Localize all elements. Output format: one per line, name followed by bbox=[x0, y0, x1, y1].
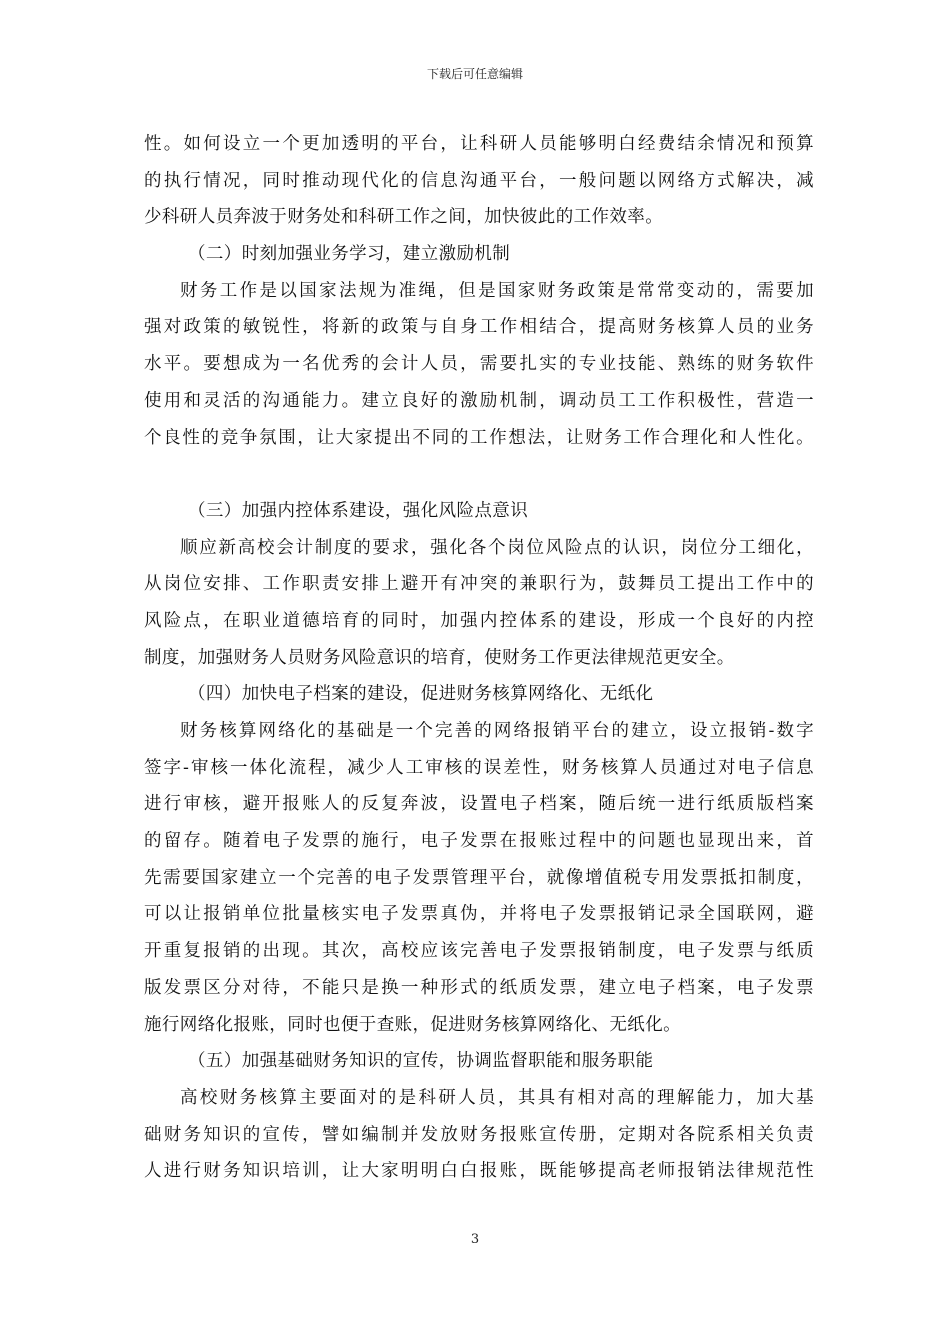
body-line: 顺应新高校会计制度的要求，强化各个岗位风险点的认识，岗位分工细化， bbox=[180, 537, 814, 558]
body-line: 财务工作是以国家法规为准绳，但是国家财务政策是常常变动的，需要加 bbox=[180, 280, 814, 301]
page-header: 下载后可任意编辑 bbox=[426, 67, 523, 81]
body-line: 从岗位安排、工作职责安排上避开有冲突的兼职行为，鼓舞员工提出工作中的 bbox=[144, 574, 814, 595]
section-heading-3: （三）加强内控体系建设，强化风险点意识 bbox=[188, 500, 529, 521]
body-line: 础财务知识的宣传，譬如编制并发放财务报账宣传册，定期对各院系相关负责 bbox=[144, 1124, 814, 1145]
body-line: 高校财务核算主要面对的是科研人员，其具有相对高的理解能力，加大基 bbox=[180, 1087, 814, 1108]
body-line: 版发票区分对待，不能只是换一种形式的纸质发票，建立电子档案，电子发票 bbox=[144, 977, 814, 998]
body-line: 人进行财务知识培训，让大家明明白白报账，既能够提高老师报销法律规范性 bbox=[144, 1161, 814, 1182]
body-line: 风险点，在职业道德培育的同时，加强内控体系的建设，形成一个良好的内控 bbox=[144, 610, 814, 631]
body-line: 开重复报销的出现。其次，高校应该完善电子发票报销制度，电子发票与纸质 bbox=[144, 941, 814, 962]
body-line: 个良性的竞争氛围，让大家提出不同的工作想法，让财务工作合理化和人性化。 bbox=[144, 427, 814, 448]
document-body bbox=[144, 126, 814, 1190]
page-number: 3 bbox=[470, 1232, 480, 1247]
body-line: 水平。要想成为一名优秀的会计人员，需要扎实的专业技能、熟练的财务软件 bbox=[144, 354, 814, 375]
body-line: 施行网络化报账，同时也便于查账，促进财务核算网络化、无纸化。 bbox=[144, 1014, 681, 1035]
body-line: 签字-审核一体化流程，减少人工审核的误差性，财务核算人员通过对电子信息 bbox=[144, 757, 814, 778]
body-line: 强对政策的敏锐性，将新的政策与自身工作相结合，提高财务核算人员的业务 bbox=[144, 317, 814, 338]
body-line: 的留存。随着电子发票的施行，电子发票在报账过程中的问题也显现出来，首 bbox=[144, 831, 814, 852]
section-heading-2: （二）时刻加强业务学习，建立激励机制 bbox=[188, 244, 511, 265]
body-line: 财务核算网络化的基础是一个完善的网络报销平台的建立，设立报销-数字 bbox=[180, 721, 814, 741]
body-line: 使用和灵活的沟通能力。建立良好的激励机制，调动员工工作积极性，营造一 bbox=[144, 390, 814, 411]
section-heading-5: （五）加强基础财务知识的宣传，协调监督职能和服务职能 bbox=[188, 1051, 654, 1072]
body-line: 少科研人员奔波于财务处和科研工作之间，加快彼此的工作效率。 bbox=[144, 207, 664, 228]
body-line: 制度，加强财务人员财务风险意识的培育，使财务工作更法律规范更安全。 bbox=[144, 647, 735, 668]
body-line: 先需要国家建立一个完善的电子发票管理平台，就像增值税专用发票抵扣制度， bbox=[144, 867, 814, 888]
section-heading-4: （四）加快电子档案的建设，促进财务核算网络化、无纸化 bbox=[188, 684, 654, 705]
body-line: 可以让报销单位批量核实电子发票真伪，并将电子发票报销记录全国联网，避 bbox=[144, 904, 814, 925]
body-line: 的执行情况，同时推动现代化的信息沟通平台，一般问题以网络方式解决，减 bbox=[144, 170, 814, 191]
blank-line bbox=[144, 456, 814, 493]
body-line: 性。如何设立一个更加透明的平台，让科研人员能够明白经费结余情况和预算 bbox=[144, 134, 814, 154]
body-line: 进行审核，避开报账人的反复奔波，设置电子档案，随后统一进行纸质版档案 bbox=[144, 794, 814, 815]
